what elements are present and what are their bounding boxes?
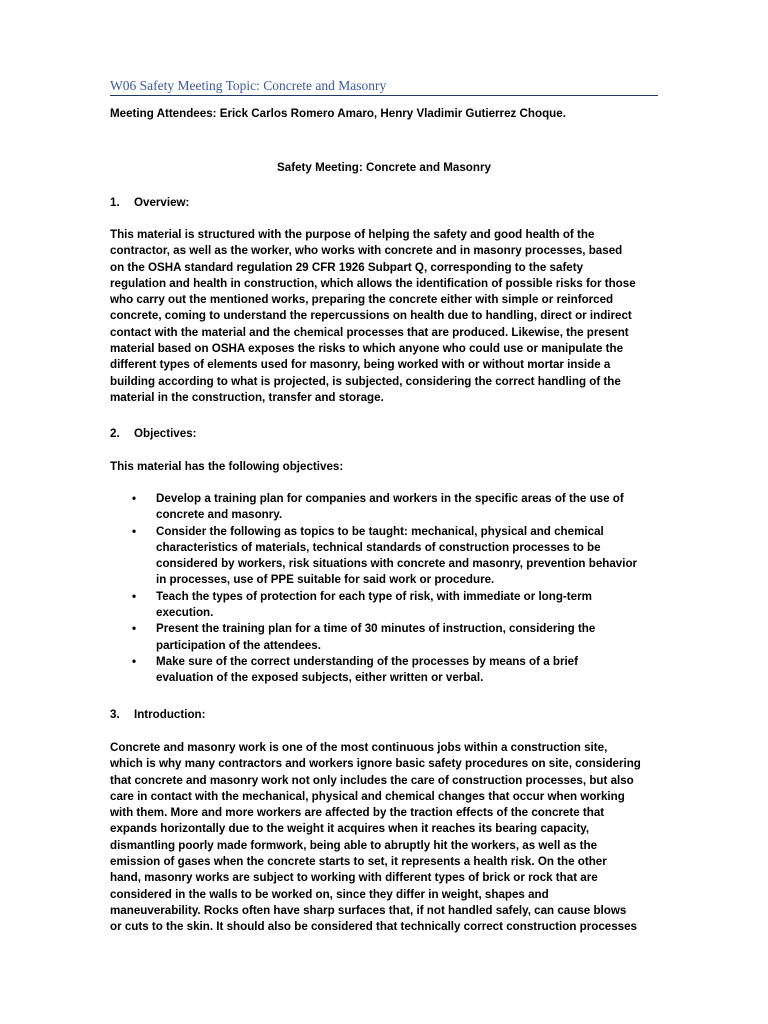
objective-item-line: execution. (156, 606, 214, 620)
paragraph-line: regulation and health in construction, which allows the identification of possible risks for those (110, 276, 636, 290)
objective-item (110, 524, 658, 589)
objective-item-line: characteristics of materials, technical standards of construction processes to be (156, 540, 601, 554)
section-title: Overview: (134, 196, 190, 209)
objective-item-line: Teach the types of protection for each type of risk, with immediate or long-term (156, 589, 592, 603)
bullet-icon: • (132, 654, 137, 668)
objectives-intro: This material has the following objectives: (110, 460, 344, 473)
paragraph-line: concrete, coming to understand the repercussions on health due to handling, direct or indirect (110, 309, 632, 323)
bullet-icon: • (132, 524, 137, 538)
paragraph-line: different types of elements used for masonry, being worked with or without mortar inside a (110, 358, 611, 372)
page-header (110, 77, 658, 96)
paragraph-line: care in contact with the mechanical, physical and chemical changes that occur when working (110, 789, 625, 803)
objective-item-line: considered by workers, risk situations with concrete and masonry, prevention behavior (156, 557, 638, 571)
paragraph-line: with them. More and more workers are affected by the traction effects of the concrete that (110, 806, 605, 820)
section-heading-introduction (110, 707, 205, 723)
section-title: Objectives: (134, 427, 197, 440)
paragraph-line: Concrete and masonry work is one of the most continuous jobs within a construction site, (110, 741, 608, 754)
paragraph-line: considered in the walls to be worked on, since they differ in weight, shapes and (110, 887, 549, 901)
paragraph-line: contractor, as well as the worker, who works with concrete and in masonry processes, based (110, 244, 623, 258)
objective-item-line: participation of the attendees. (156, 638, 321, 652)
objective-item-line: Consider the following as topics to be taught: mechanical, physical and chemical (156, 524, 604, 538)
paragraph-line: which is why many contractors and workers ignore basic safety procedures on site, considering (110, 757, 641, 771)
section-number: 2. (110, 427, 120, 440)
paragraph-line: contact with the material and the chemical processes that are produced. Likewise, the present (110, 325, 629, 339)
paragraph-line: material based on OSHA exposes the risks to which anyone who could use or manipulate the (110, 342, 624, 356)
objective-item-line: Develop a training plan for companies and workers in the specific areas of the use of (156, 492, 624, 505)
meeting-attendees: Meeting Attendees: Erick Carlos Romero Amaro, Henry Vladimir Gutierrez Choque. (110, 107, 566, 120)
objective-item (110, 491, 658, 524)
section-heading-overview (110, 195, 189, 211)
paragraph-line: dismantling poorly made formwork, being able to abruptly hit the workers, as well as the (110, 838, 598, 852)
bullet-icon: • (132, 589, 137, 603)
bullet-icon: • (132, 492, 137, 505)
objective-item-line: Present the training plan for a time of 30 minutes of instruction, considering the (156, 622, 596, 636)
objective-item-line: concrete and masonry. (156, 508, 283, 522)
objective-item (110, 621, 658, 654)
document-title: Safety Meeting: Concrete and Masonry (277, 161, 491, 174)
objective-item-line: evaluation of the exposed subjects, either written or verbal. (156, 671, 484, 685)
objectives-list (110, 491, 658, 687)
paragraph-line: who carry out the mentioned works, preparing the concrete either with simple or reinforced (110, 293, 614, 307)
section-heading-objectives (110, 426, 197, 442)
header-title: W06 Safety Meeting Topic: Concrete and Masonry (110, 78, 387, 93)
objective-item (110, 589, 658, 622)
paragraph-line: building according to what is projected, is subjected, considering the correct handling of the (110, 374, 621, 388)
paragraph-line: hand, masonry works are subject to working with different types of brick or rock that are (110, 871, 598, 885)
overview-paragraph (110, 227, 658, 406)
paragraph-line: maneuverability. Rocks often have sharp surfaces that, if not handled safely, can cause blows (110, 903, 627, 917)
objective-item-line: in processes, use of PPE suitable for said work or procedure. (156, 573, 495, 587)
bullet-icon: • (132, 622, 137, 636)
paragraph-line: that concrete and masonry work not only includes the care of construction processes, but also (110, 773, 634, 787)
paragraph-line: This material is structured with the purpose of helping the safety and good health of the (110, 228, 595, 241)
objective-item (110, 654, 658, 687)
paragraph-line: on the OSHA standard regulation 29 CFR 1926 Subpart Q, corresponding to the safety (110, 260, 584, 274)
paragraph-line: emission of gases when the concrete starts to set, it represents a health risk. On the other (110, 855, 607, 869)
introduction-paragraph (110, 740, 658, 936)
section-number: 1. (110, 196, 120, 209)
objective-item-line: Make sure of the correct understanding of the processes by means of a brief (156, 654, 578, 668)
paragraph-line: material in the construction, transfer and storage. (110, 390, 384, 404)
paragraph-line: or cuts to the skin. It should also be considered that technically correct construction processes (110, 920, 638, 934)
section-number: 3. (110, 708, 120, 721)
paragraph-line: expands horizontally due to the weight it acquires when it reaches its bearing capacity, (110, 822, 590, 836)
section-title: Introduction: (134, 708, 206, 721)
